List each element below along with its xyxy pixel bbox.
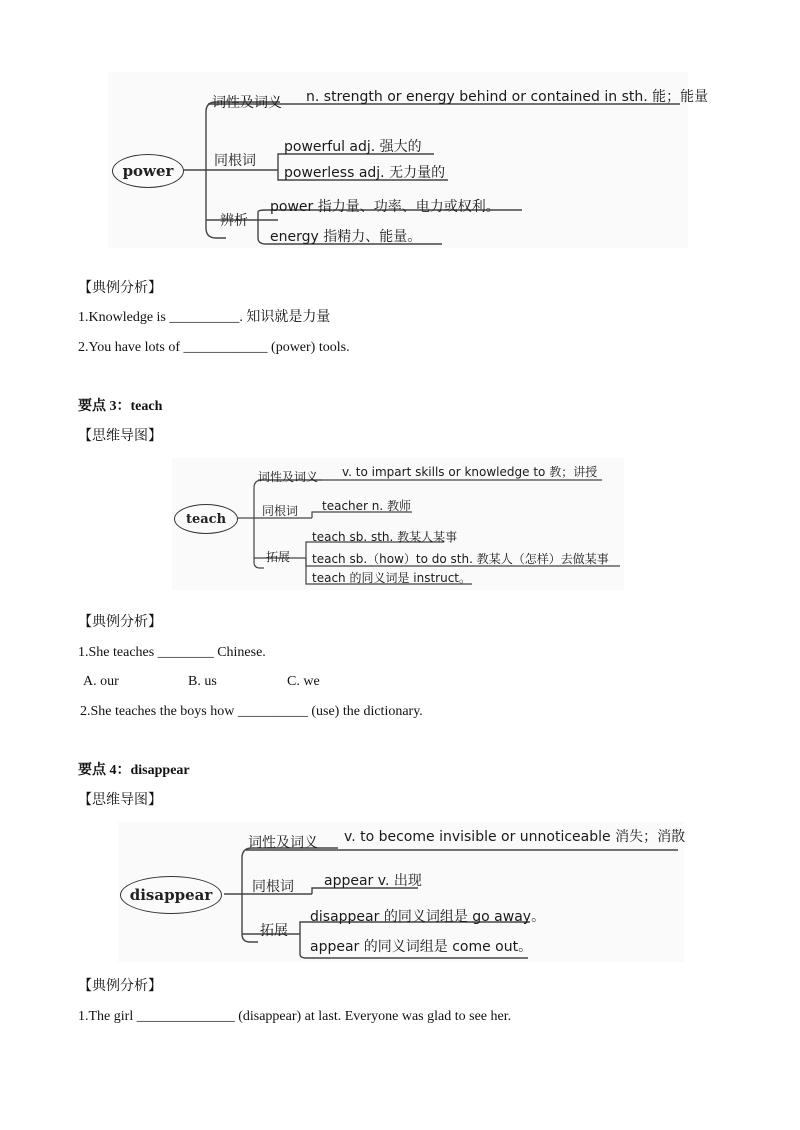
disappear-center-label: disappear xyxy=(129,886,213,904)
power-question-2: 2.You have lots of ____________ (power) tools. xyxy=(78,340,350,355)
teach-option-b: B. us xyxy=(188,674,217,689)
section4-heading: 要点 4：disappear xyxy=(78,763,190,778)
power-question-1: 1.Knowledge is __________. 知识就是力量 xyxy=(78,310,331,325)
teach-center-label: teach xyxy=(185,511,227,527)
disappear-b1-label: 词性及词义 xyxy=(248,835,318,851)
disappear-center-node xyxy=(120,876,222,914)
disappear-b2-label: 同根词 xyxy=(252,879,294,895)
teach-b2-label: 同根词 xyxy=(262,504,299,518)
disappear-b3-item1: disappear 的同义词组是 go away。 xyxy=(310,909,546,925)
teach-b3-item3: teach 的同义词是 instruct。 xyxy=(312,571,472,585)
disappear-b2-item: appear v. 出现 xyxy=(324,873,422,889)
power-b2-label: 同根词 xyxy=(214,153,256,169)
power-b3-item2: energy 指精力、能量。 xyxy=(270,229,422,245)
teach-b3-item2: teach sb.（how）to do sth. 教某人（怎样）去做某事 xyxy=(312,552,609,566)
teach-question-2: 2.She teaches the boys how __________ (use) the dictionary. xyxy=(80,704,423,719)
power-b3-label: 辨析 xyxy=(220,213,248,229)
teach-b3-item1: teach sb. sth. 教某人某事 xyxy=(312,530,458,544)
power-b1-item: n. strength or energy behind or contained in sth. 能；能量 xyxy=(306,89,709,105)
power-center-label: power xyxy=(122,162,174,180)
disappear-b3-item2: appear 的同义词组是 come out。 xyxy=(310,939,533,955)
teach-option-a: A. our xyxy=(83,674,119,689)
disappear-question-1: 1.The girl ______________ (disappear) at last. Everyone was glad to see her. xyxy=(78,1009,512,1024)
section3-mindmap-heading: 【思维导图】 xyxy=(78,429,162,444)
example-heading-3: 【典例分析】 xyxy=(78,979,162,994)
teach-b1-item: v. to impart skills or knowledge to 教；讲授 xyxy=(342,465,598,479)
power-b2-item2: powerless adj. 无力量的 xyxy=(284,165,446,181)
power-b1-label: 词性及词义 xyxy=(212,95,282,111)
teach-mindmap xyxy=(172,458,624,590)
disappear-b1-item: v. to become invisible or unnoticeable 消失；消散 xyxy=(344,829,686,845)
example-heading-1: 【典例分析】 xyxy=(78,281,162,296)
teach-b1-label: 词性及词义 xyxy=(258,470,319,484)
teach-center-node xyxy=(174,504,238,534)
section4-mindmap-heading: 【思维导图】 xyxy=(78,793,162,808)
teach-option-c: C. we xyxy=(287,674,320,689)
power-center-node xyxy=(112,154,184,188)
teach-b2-item: teacher n. 教师 xyxy=(322,499,412,513)
example-heading-2: 【典例分析】 xyxy=(78,615,162,630)
teach-question-1: 1.She teaches ________ Chinese. xyxy=(78,645,266,660)
power-b3-item1: power 指力量、功率、电力或权利。 xyxy=(270,199,500,215)
teach-b3-label: 拓展 xyxy=(266,550,291,564)
power-mindmap xyxy=(108,72,709,248)
section3-heading: 要点 3：teach xyxy=(78,399,163,414)
disappear-mindmap xyxy=(118,822,684,962)
power-b2-item1: powerful adj. 强大的 xyxy=(284,139,422,155)
disappear-b3-label: 拓展 xyxy=(260,923,288,939)
